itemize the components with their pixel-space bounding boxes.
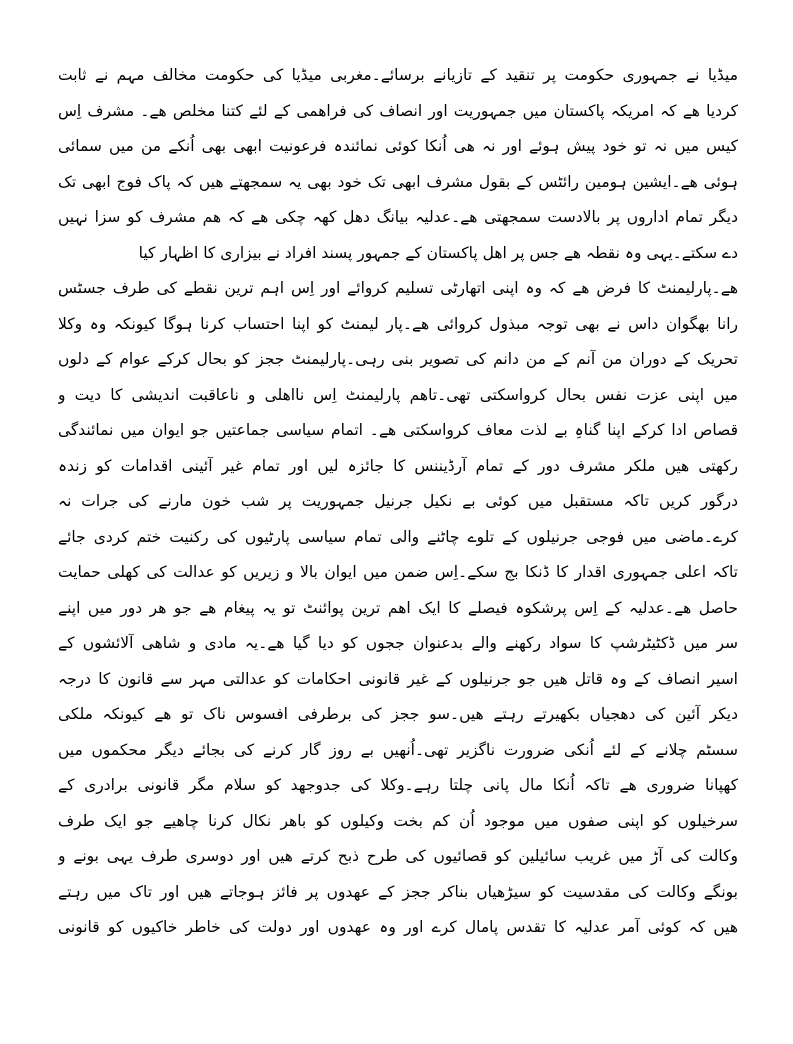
text-line: رکھتی ھیں ملکر مشرف دور کے تمام آرڈیننس کا جائزہ لیں اور تمام غیر آئینی اقدامات کو زندہ: [58, 456, 738, 475]
text-line: قصاص ادا کرکے اپنا گناہِ بے لذت معاف کرواسکتی ھے۔ اتمام سیاسی جماعتیں جو ایوان میں نمائندگی: [58, 421, 738, 439]
text-line: وکالت کی آڑ میں غریب سائیلین کو قصائیوں کی طرح ذبح کرتے ھیں اور دوسری طرف یہی بونے و: [58, 847, 738, 865]
text-line: میڈیا نے جمہوری حکومت پر تنقید کے تازیانے برسائے۔مغربی میڈیا کی حکومت مخالف مہم نے ثابت: [58, 66, 738, 84]
text-line: ھیں کہ کوئی آمر عدلیہ کا تقدس پامال کرے اور وہ عھدوں اور دولت کی خاطر خاکیوں کو قانونی: [58, 918, 738, 936]
text-line: تاکہ اعلی جمہوری اقدار کا ڈنکا بج سکے۔اِس ضمن میں ایوان بالا و زیریں کو عدالت کی کھلی حمایت: [58, 563, 738, 581]
text-line: کیس میں نہ تو خود پیش ہوئے اور نہ ھی اُنکا کوئی نمائندہ فرعونیت ابھی بھی اُنکے من میں سمائی: [58, 137, 738, 155]
text-line: ہوئی ھے۔ایشین ہومین رائٹس کے بقول مشرف ابھی تک خود بھی یہ سمجھتے ھیں کہ پاک فوج ابھی تک: [58, 172, 738, 191]
text-line: اسیر انصاف کے وہ قاتل ھیں جو جرنیلوں کے غیر قانونی احکامات کو عدالتی مہر سے قانون کا درجہ: [58, 669, 738, 688]
text-line: بونگے وکالت کی مقدسیت کو سیڑھیاں بناکر ججز کے عھدوں پر فائز ہوجاتے ھیں اور تاک میں رہتے: [58, 882, 738, 901]
text-line: درگور کریں تاکہ مستقبل میں کوئی بے نکیل جرنیل جمہوریت پر شب خون مارنے کی جرات نہ: [58, 492, 738, 510]
text-line: کھپانا ضروری ھے تاکہ اُنکا مال پانی چلتا رہے۔وکلا کی جدوجھد کو سلام مگر قانونی برادری کے: [58, 776, 738, 794]
text-line: رانا بھگوان داس نے بھی توجہ مبذول کروائی ھے۔پار لیمنٹ کو اپنا احتساب کرنا ہوگا کیونکہ وہ وکلا: [58, 314, 738, 333]
text-line: سر میں ڈکٹیٹرشپ کا سواد رکھنے والے بدعنوان ججوں کو دیا گیا ھے۔یہ مادی و شاھی آلائشوں کے: [58, 634, 738, 652]
text-line: دیگر تمام اداروں پر بالادست سمجھتی ھے۔عدلیہ بیانگ دھل کھہ چکی ھے کہ ھم مشرف کو سزا نہیں: [58, 208, 738, 226]
text-line: کردیا ھے کہ امریکہ پاکستان میں جمہوریت اور انصاف کی فراھمی کے لئے کتنا مخلص ھے۔ مشرف اِس: [58, 101, 738, 120]
text-line: تحریک کے دوران من آنم کے من دانم کی تصویر بنی رہی۔پارلیمنٹ ججز کو بحال کرکے عوام کے دلوں: [58, 350, 738, 368]
text-line: دے سکتے۔یہی وہ نقطہ ھے جس پر اھل پاکستان کے جمہور پسند افراد نے بیزاری کا اظہار کیا: [138, 243, 738, 262]
text-line: سسٹم چلانے کے لئے اُنکی ضرورت ناگزیر تھی۔اُنھیں بے روز گار کرنے کی بجائے دیگر محکموں میں: [58, 740, 738, 759]
text-line: ھے۔پارلیمنٹ کا فرض ھے کہ وہ اپنی اتھارٹی تسلیم کروائے اور اِس اہم ترین نقطے کی طرف جسٹس: [58, 279, 738, 297]
text-line: حاصل ھے۔عدلیہ کے اِس پرشکوہ فیصلے کا ایک اھم ترین پوائنٹ تو یہ پیغام ھے جو ھر دور میں اپنے: [58, 598, 738, 617]
urdu-text-body: [58, 58, 738, 946]
text-line: میں اپنی عزت نفس بحال کرواسکتی تھی۔تاھم پارلیمنٹ اِس نااھلی و ناعاقبت اندیشی کا دیت و: [58, 385, 738, 404]
text-line: دیکر آئین کی دھجیاں بکھیرتے رہتے ھیں۔سو ججز کی برطرفی افسوس ناک تو ھے کیونکہ ملکی: [58, 705, 738, 723]
text-line: سرخیلوں کو اپنی صفوں میں موجود اُن کم بخت وکیلوں کو باھر نکال کرنا چاھیے جو ایک طرف: [58, 811, 738, 830]
text-line: کرے۔ماضی میں فوجی جرنیلوں کے تلوے چاٹنے والی تمام سیاسی پارٹیوں کی رکنیت ختم کردی جائے: [58, 527, 738, 546]
